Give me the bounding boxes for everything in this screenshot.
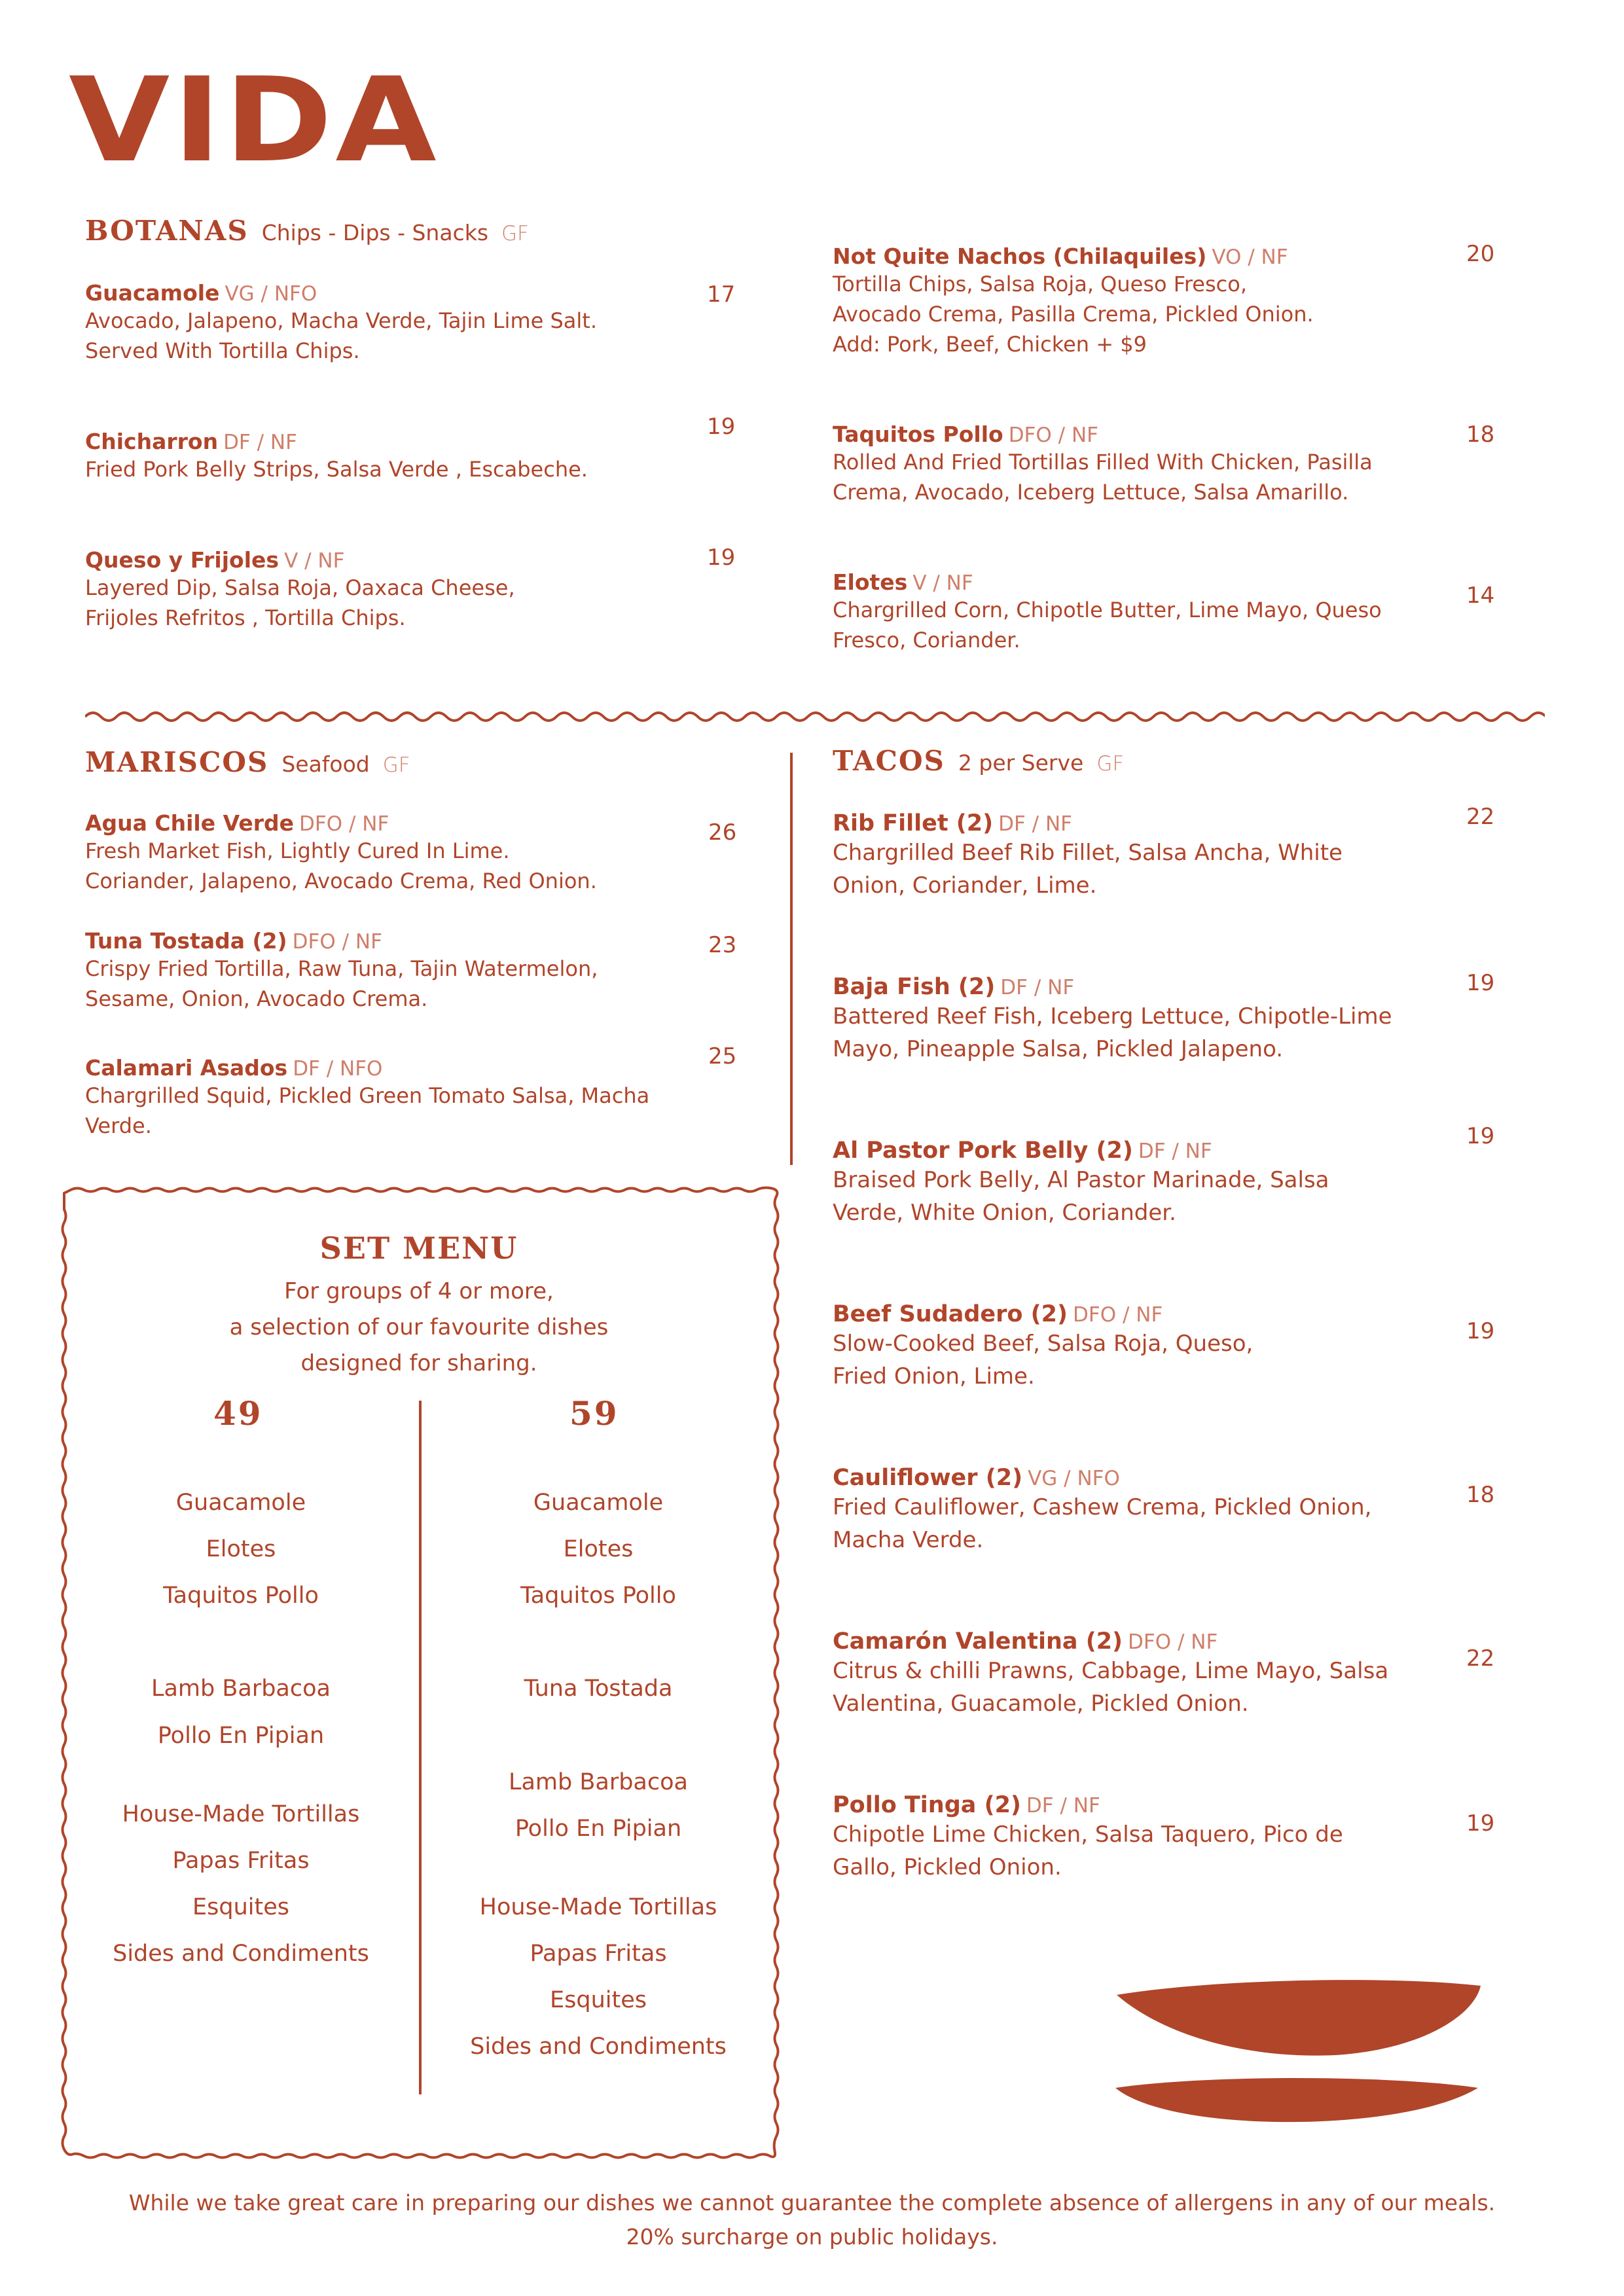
set-dish: Sides and Condiments [113, 1941, 369, 1967]
item-price: 19 [1466, 1318, 1495, 1344]
set-dish: Sides and Condiments [470, 2034, 727, 2060]
item-desc-line: Fried Cauliflower, Cashew Crema, Pickled Onion, [833, 1494, 1372, 1520]
menu-item-pollo-tinga [833, 1792, 1343, 1884]
menu-item-not-quite-nachos [833, 243, 1314, 359]
item-desc-line: Verde, White Onion, Coriander. [833, 1200, 1176, 1226]
set-menu-intro [65, 1274, 772, 1382]
set-dish: Papas Fritas [172, 1848, 310, 1874]
item-desc-line: Gallo, Pickled Onion. [833, 1854, 1062, 1880]
item-price: 17 [707, 281, 736, 308]
menu-item-calamari-asados [85, 1055, 649, 1141]
item-name: Elotes [833, 569, 908, 595]
tacos-header [833, 745, 1124, 777]
item-tags: V / NF [912, 571, 973, 595]
tacos-subtitle: 2 per Serve [958, 750, 1084, 776]
item-desc-line: Tortilla Chips, Salsa Roja, Queso Fresco, [833, 272, 1247, 296]
item-name: Not Quite Nachos (Chilaquiles) [833, 243, 1207, 269]
set-menu-price-59: 59 [569, 1394, 619, 1433]
botanas-subtitle: Chips - Dips - Snacks [261, 220, 489, 245]
item-tags: DFO / NF [299, 812, 389, 836]
item-price: 25 [708, 1043, 737, 1069]
set-dish: Lamb Barbacoa [508, 1769, 688, 1795]
set-dish: Guacamole [533, 1490, 664, 1516]
item-desc-line: Fresco, Coriander. [833, 628, 1020, 653]
item-desc-line: Crema, Avocado, Iceberg Lettuce, Salsa Amarillo. [833, 480, 1349, 505]
set-dish: Esquites [192, 1894, 289, 1920]
item-name: Baja Fish (2) [833, 974, 996, 1000]
item-desc-line: Chargrilled Squid, Pickled Green Tomato Salsa, Macha [85, 1083, 650, 1108]
item-price: 18 [1466, 1482, 1495, 1508]
item-name: Taquitos Pollo [833, 422, 1003, 447]
item-name: Beef Sudadero (2) [833, 1301, 1068, 1327]
menu-item-rib-fillet [833, 810, 1343, 902]
set-dish: House-Made Tortillas [122, 1801, 360, 1827]
item-tags: DF / NF [1026, 1794, 1100, 1818]
brush-stroke-decoration [1113, 1977, 1486, 2127]
set-menu-intro-line: designed for sharing. [300, 1350, 537, 1376]
item-name: Tuna Tostada (2) [85, 928, 287, 954]
item-desc-line: Frijoles Refritos , Tortilla Chips. [85, 605, 406, 630]
menu-item-baja-fish [833, 974, 1392, 1066]
set-dish: Elotes [563, 1536, 634, 1562]
set-menu-divider [419, 1401, 422, 2094]
item-tags: DFO / NF [292, 930, 382, 954]
item-desc-line: Crispy Fried Tortilla, Raw Tuna, Tajin Watermelon, [85, 956, 598, 981]
set-dish: Pollo En Pipian [157, 1723, 325, 1749]
mariscos-tag: GF [382, 753, 410, 777]
item-desc-line: Citrus & chilli Prawns, Cabbage, Lime Mayo, Salsa [833, 1658, 1389, 1684]
item-tags: DF / NF [1138, 1139, 1212, 1163]
set-menu-price-49: 49 [213, 1394, 263, 1433]
wavy-divider [85, 707, 1545, 726]
set-dish: Taquitos Pollo [163, 1583, 319, 1609]
menu-item-agua-chile-verde [85, 810, 597, 896]
item-desc-line: Avocado, Jalapeno, Macha Verde, Tajin Lime Salt. [85, 308, 597, 333]
item-desc-line: Served With Tortilla Chips. [85, 338, 360, 363]
item-tags: V / NF [284, 549, 345, 573]
item-tags: DF / NF [998, 812, 1072, 836]
item-desc-line: Coriander, Jalapeno, Avocado Crema, Red Onion. [85, 869, 597, 893]
set-dish: Elotes [206, 1536, 276, 1562]
item-desc-line: Verde. [85, 1113, 152, 1138]
botanas-header [85, 215, 529, 247]
set-dish: Esquites [550, 1987, 647, 2013]
item-name: Cauliflower (2) [833, 1465, 1023, 1491]
item-desc-line: Sesame, Onion, Avocado Crema. [85, 986, 428, 1011]
column-divider [790, 753, 793, 1165]
botanas-title: BOTANAS [85, 215, 249, 247]
item-price: 19 [707, 545, 736, 571]
item-name: Calamari Asados [85, 1055, 288, 1081]
set-dish: House-Made Tortillas [479, 1894, 717, 1920]
item-desc-line: Fresh Market Fish, Lightly Cured In Lime. [85, 838, 510, 863]
tacos-title: TACOS [833, 745, 945, 777]
item-desc-line: Layered Dip, Salsa Roja, Oaxaca Cheese, [85, 575, 515, 600]
set-menu-intro-line: For groups of 4 or more, [284, 1278, 554, 1304]
menu-item-elotes [833, 569, 1382, 655]
surcharge-note: 20% surcharge on public holidays. [626, 2224, 998, 2250]
vida-logo: VIDA [69, 52, 440, 188]
set-dish: Papas Fritas [530, 1941, 667, 1967]
footer [0, 2186, 1624, 2254]
item-tags: DFO / NF [1073, 1303, 1163, 1327]
set-dish: Lamb Barbacoa [151, 1676, 331, 1702]
item-desc-line: Braised Pork Belly, Al Pastor Marinade, Salsa [833, 1167, 1329, 1193]
item-price: 22 [1466, 804, 1495, 830]
menu-item-tuna-tostada [85, 928, 598, 1014]
item-name: Agua Chile Verde [85, 810, 295, 836]
menu-item-taquitos-pollo [833, 422, 1373, 507]
menu-item-queso-y-frijoles [85, 547, 515, 633]
item-name: Queso y Frijoles [85, 547, 280, 573]
item-name: Camarón Valentina (2) [833, 1628, 1123, 1655]
item-price: 22 [1466, 1645, 1495, 1672]
item-tags: DF / NF [223, 431, 297, 454]
set-dish: Tuna Tostada [524, 1676, 673, 1702]
item-desc-line: Chipotle Lime Chicken, Salsa Taquero, Pico de [833, 1821, 1343, 1848]
set-menu-title: SET MENU [319, 1230, 518, 1266]
item-tags: DF / NF [1000, 976, 1075, 999]
mariscos-subtitle: Seafood [281, 751, 370, 777]
set-dish: Taquitos Pollo [520, 1583, 676, 1609]
mariscos-title: MARISCOS [85, 746, 269, 778]
item-price: 19 [1466, 1123, 1495, 1149]
item-price: 14 [1466, 583, 1495, 609]
item-price: 26 [708, 819, 737, 846]
menu-item-chicharron [85, 429, 588, 484]
item-price: 18 [1466, 422, 1495, 448]
item-tags: DFO / NF [1008, 423, 1098, 447]
set-menu-intro-line: a selection of our favourite dishes [229, 1314, 609, 1340]
item-price: 20 [1466, 241, 1495, 267]
set-dish: Pollo En Pipian [514, 1816, 682, 1842]
item-name: Chicharron [85, 429, 219, 454]
item-desc-line: Add: Pork, Beef, Chicken + $9 [833, 332, 1147, 357]
item-tags: DF / NFO [293, 1057, 383, 1081]
item-price: 19 [1466, 970, 1495, 996]
tacos-tag: GF [1096, 752, 1125, 776]
item-tags: VO / NF [1212, 245, 1288, 269]
item-desc-line: Fried Onion, Lime. [833, 1363, 1035, 1390]
item-tags: VG / NFO [1028, 1467, 1120, 1490]
allergen-note: While we take great care in preparing our dishes we cannot guarantee the complete absence of allergens in any of our meals. [128, 2190, 1496, 2215]
menu-item-beef-sudadero [833, 1301, 1253, 1393]
item-price: 19 [707, 414, 736, 440]
item-desc-line: Valentina, Guacamole, Pickled Onion. [833, 1691, 1249, 1717]
item-desc-line: Chargrilled Corn, Chipotle Butter, Lime Mayo, Queso [833, 598, 1382, 622]
item-desc-line: Onion, Coriander, Lime. [833, 872, 1097, 899]
item-desc-line: Slow-Cooked Beef, Salsa Roja, Queso, [833, 1331, 1254, 1357]
item-name: Rib Fillet (2) [833, 810, 994, 836]
item-price: 19 [1466, 1810, 1495, 1837]
item-price: 23 [708, 932, 737, 958]
item-tags: DFO / NF [1128, 1630, 1218, 1654]
menu-item-guacamole [85, 280, 597, 366]
item-desc-line: Avocado Crema, Pasilla Crema, Pickled Onion. [833, 302, 1314, 327]
botanas-tag: GF [501, 222, 529, 245]
item-name: Al Pastor Pork Belly (2) [833, 1138, 1133, 1164]
menu-item-cauliflower [833, 1465, 1371, 1556]
mariscos-header [85, 746, 410, 778]
item-name: Pollo Tinga (2) [833, 1792, 1021, 1818]
item-desc-line: Fried Pork Belly Strips, Salsa Verde , Escabeche. [85, 457, 588, 482]
item-desc-line: Chargrilled Beef Rib Fillet, Salsa Ancha, White [833, 840, 1343, 866]
item-tags: VG / NFO [225, 282, 317, 306]
menu-item-al-pastor-pork-belly [833, 1138, 1329, 1229]
item-desc-line: Macha Verde. [833, 1527, 984, 1553]
set-dish: Guacamole [175, 1490, 306, 1516]
item-name: Guacamole [85, 280, 220, 306]
item-desc-line: Rolled And Fried Tortillas Filled With Chicken, Pasilla [833, 450, 1373, 475]
menu-item-camaron-valentina [833, 1628, 1388, 1720]
item-desc-line: Mayo, Pineapple Salsa, Pickled Jalapeno. [833, 1036, 1284, 1062]
item-desc-line: Battered Reef Fish, Iceberg Lettuce, Chipotle-Lime [833, 1003, 1392, 1030]
